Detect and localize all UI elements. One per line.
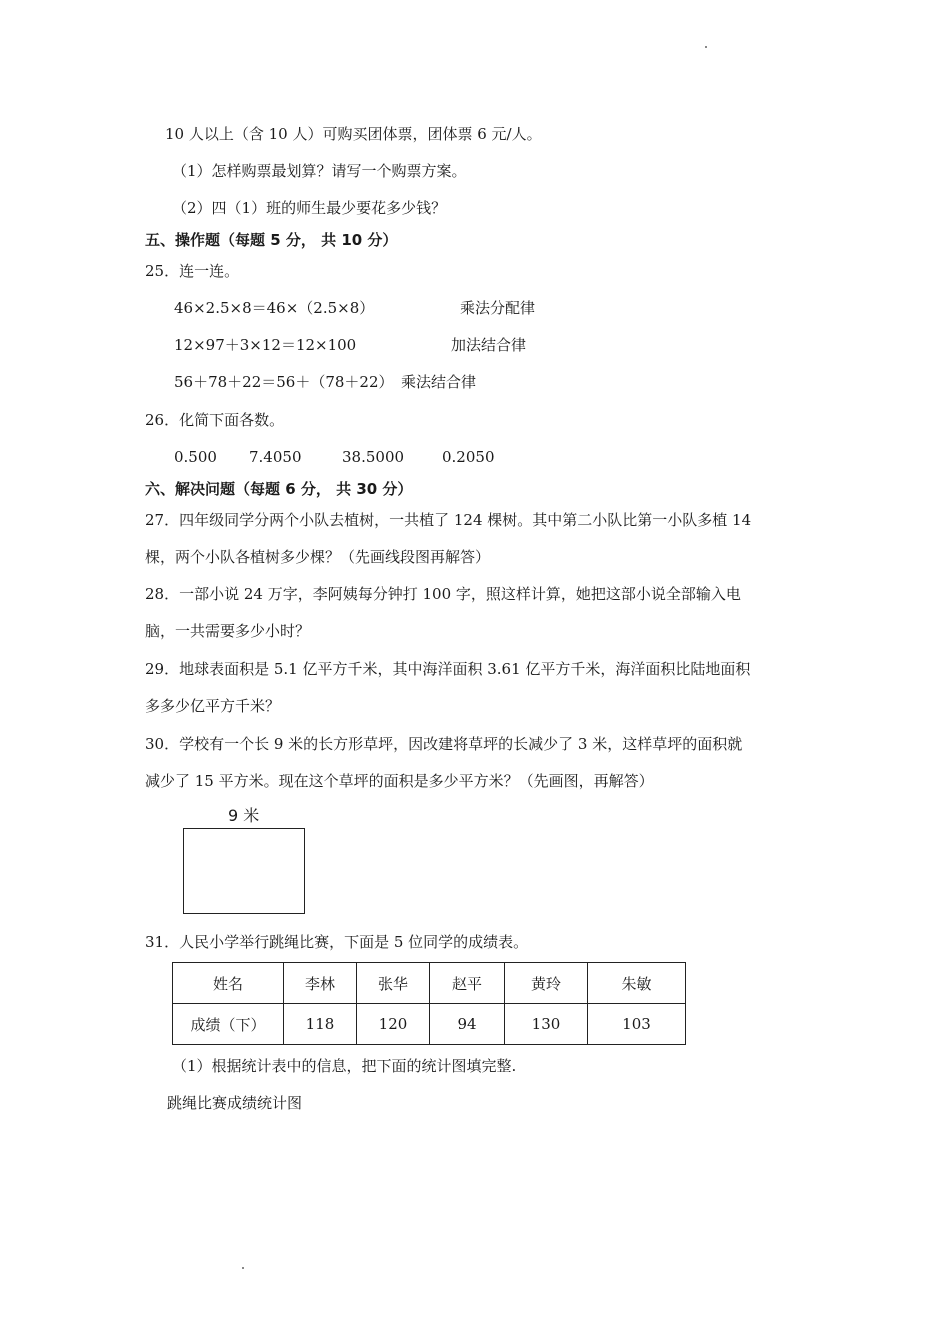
question-27-line2: 棵，两个小队各植树多少棵？（先画线段图再解答） [145,548,491,566]
table-cell: 103 [588,1004,686,1045]
q24-part2: （2）四（1）班的师生最少要花多少钱？ [172,199,447,217]
question-30-line1: 30．学校有一个长 9 米的长方形草坪，因改建将草坪的长减少了 3 米，这样草坪的面积就 [145,735,743,753]
equation-1: 46×2.5×8＝46×（2.5×8） [174,299,375,317]
table-header-cell: 姓名 [173,963,284,1004]
table-header-cell: 张华 [357,963,430,1004]
question-26: 26．化简下面各数。 [145,411,285,429]
law-3: 乘法结合律 [401,373,477,391]
score-table [172,962,686,1045]
question-29-line1: 29．地球表面积是 5.1 亿平方千米，其中海洋面积 3.61 亿平方千米，海洋面积比陆地面积 [145,660,751,678]
question-28-line1: 28．一部小说 24 万字，李阿姨每分钟打 100 字，照这样计算，她把这部小说全部输入电 [145,585,741,603]
section-6-heading: 六、解决问题（每题 6 分， 共 30 分） [145,480,413,498]
equation-2: 12×97＋3×12＝12×100 [174,336,357,354]
question-25: 25．连一连。 [145,262,240,280]
table-row [173,1004,686,1045]
question-27-line1: 27．四年级同学分两个小队去植树，一共植了 124 棵树。其中第二小队比第一小队多植 14 [145,511,752,529]
table-cell: 120 [357,1004,430,1045]
number-3: 38.5000 [342,448,405,466]
scan-speck [242,1267,244,1269]
table-row [173,963,686,1004]
table-header-cell: 赵平 [430,963,505,1004]
table-header-cell: 李林 [284,963,357,1004]
chart-title: 跳绳比赛成绩统计图 [167,1094,303,1112]
law-2: 加法结合律 [451,336,527,354]
number-4: 0.2050 [442,448,495,466]
q24-part1: （1）怎样购票最划算？请写一个购票方案。 [172,162,467,180]
equation-3: 56＋78＋22＝56＋（78＋22） [174,373,394,391]
table-cell: 130 [505,1004,588,1045]
scan-speck [705,46,707,48]
section-5-heading: 五、操作题（每题 5 分， 共 10 分） [145,231,398,249]
table-header-cell: 朱敏 [588,963,686,1004]
table-cell: 118 [284,1004,357,1045]
lawn-rectangle [183,828,305,914]
question-31-part1: （1）根据统计表中的信息，把下面的统计图填完整. [172,1057,517,1075]
q24-continued-text: 10 人以上（含 10 人）可购买团体票，团体票 6 元/人。 [165,125,542,143]
table-cell: 94 [430,1004,505,1045]
table-cell: 成绩（下） [173,1004,284,1045]
question-29-line2: 多多少亿平方千米？ [145,697,281,715]
question-28-line2: 脑，一共需要多少小时？ [145,622,311,640]
law-1: 乘法分配律 [460,299,536,317]
table-header-cell: 黄玲 [505,963,588,1004]
question-30-line2: 减少了 15 平方米。现在这个草坪的面积是多少平方米？（先画图，再解答） [145,772,654,790]
number-1: 0.500 [174,448,217,466]
figure-length-label: 9 米 [228,806,260,825]
number-2: 7.4050 [249,448,302,466]
question-31: 31．人民小学举行跳绳比赛，下面是 5 位同学的成绩表。 [145,933,529,951]
